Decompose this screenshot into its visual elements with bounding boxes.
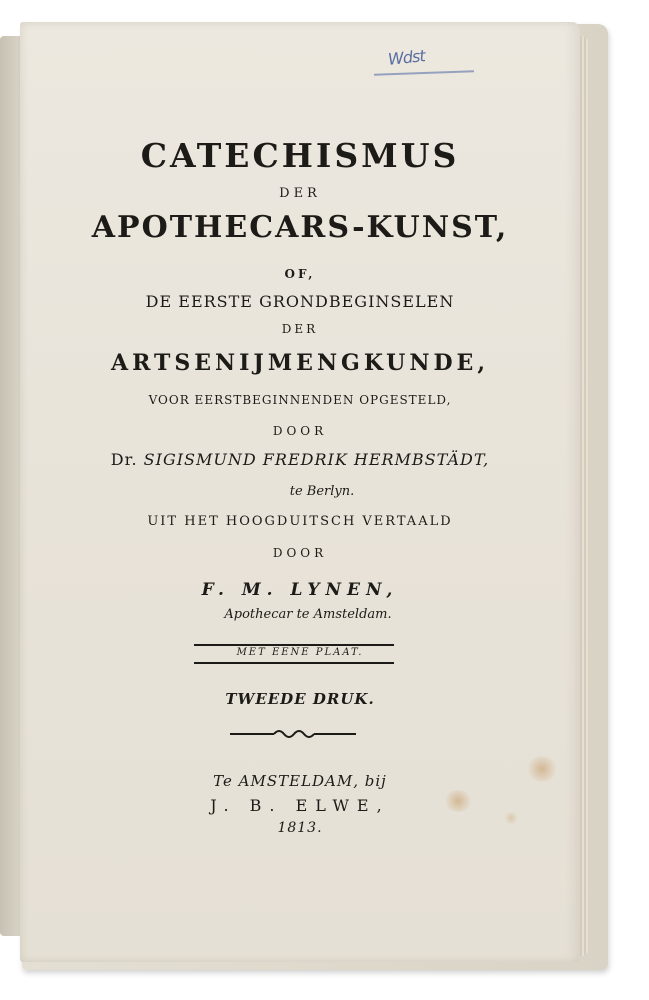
title-connector-of: OF, (284, 267, 316, 281)
translator-role: Apothecar te Amsteldam. (224, 607, 392, 622)
by-line: DOOR (272, 546, 328, 560)
pencil-annotation: Wdst (387, 46, 426, 69)
alternate-title: DE EERSTE GRONDBEGINSELEN (145, 292, 455, 311)
edition-line: TWEEDE DRUK. (225, 690, 375, 708)
book-title: CATECHISMUS (140, 136, 460, 175)
imprint-place: Te AMSTELDAM, bij (213, 772, 387, 790)
plate-note: MET EENE PLAAT. (236, 647, 364, 658)
author-prefix: Dr. (110, 450, 138, 469)
author-line (20, 450, 580, 469)
by-line: DOOR (272, 424, 328, 438)
rule-line (194, 644, 394, 646)
subject-title: ARTSENIJMENGKUNDE, (111, 350, 489, 376)
imprint-year: 1813. (277, 820, 323, 836)
imprint-printer: J. B. ELWE, (210, 796, 390, 815)
translator-name: F. M. LYNEN, (201, 580, 399, 600)
book-subtitle: APOTHECARS-KUNST, (91, 210, 509, 245)
translation-note: UIT HET HOOGDUITSCH VERTAALD (147, 514, 453, 529)
rule-line (194, 662, 394, 664)
author-name: SIGISMUND FREDRIK HERMBSTÄDT, (143, 450, 490, 469)
author-place: te Berlyn. (289, 484, 355, 499)
title-connector: DER (279, 186, 321, 201)
ornamental-divider (230, 728, 356, 740)
title-connector: DER (281, 322, 319, 336)
audience-line: VOOR EERSTBEGINNENDEN OPGESTELD, (148, 393, 452, 407)
